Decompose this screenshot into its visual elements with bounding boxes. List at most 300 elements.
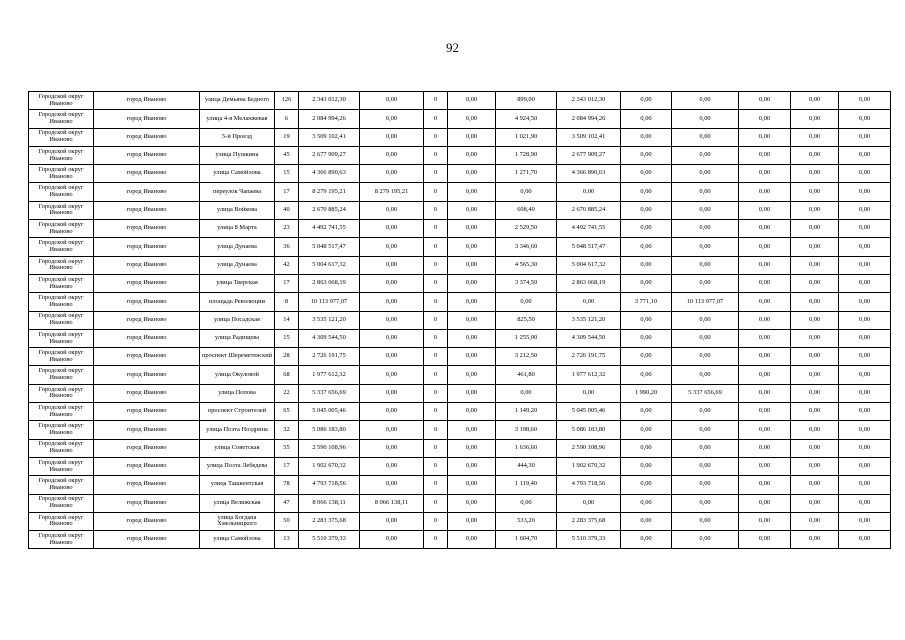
house-number-cell: 55: [275, 439, 299, 457]
house-number-cell: 22: [275, 384, 299, 402]
cost-col-10-cell: 0,00: [557, 293, 621, 311]
street-cell: улица Дунаева: [200, 238, 275, 256]
value-col-15-cell: 0,00: [839, 293, 891, 311]
house-number-cell: 36: [275, 238, 299, 256]
cost-col-6-cell: 8 279 195,21: [360, 183, 424, 201]
value-col-15-cell: 0,00: [839, 311, 891, 329]
cost-col-8-cell: 0,00: [448, 512, 496, 530]
municipality-cell: Городской округ Иваново: [29, 165, 94, 183]
cost-col-8-cell: 0,00: [448, 366, 496, 384]
street-cell: улица Посадская: [200, 311, 275, 329]
count-col-7-cell: 0: [424, 128, 448, 146]
cost-col-10-cell: 5 086 183,80: [557, 421, 621, 439]
area-col-9-cell: 1 021,90: [496, 128, 557, 146]
cost-col-6-cell: 8 066 138,11: [360, 494, 424, 512]
value-col-15-cell: 0,00: [839, 512, 891, 530]
street-cell: улица Поэта Лебедева: [200, 457, 275, 475]
value-col-14-cell: 0,00: [791, 201, 839, 219]
value-col-13-cell: 0,00: [739, 348, 791, 366]
table-row: [29, 183, 891, 201]
value-col-13-cell: 0,00: [739, 329, 791, 347]
cost-col-12-cell: 0,00: [672, 457, 739, 475]
table-row: [29, 238, 891, 256]
cost-col-12-cell: 0,00: [672, 183, 739, 201]
municipality-cell: Городской округ Иваново: [29, 201, 94, 219]
total-cost-cell: 5 045 005,46: [299, 403, 360, 421]
cost-col-10-cell: 2 343 012,30: [557, 92, 621, 110]
settlement-cell: город Иваново: [94, 384, 200, 402]
value-col-14-cell: 0,00: [791, 366, 839, 384]
cost-col-6-cell: 0,00: [360, 348, 424, 366]
area-col-11-cell: 0,00: [621, 403, 672, 421]
cost-col-8-cell: 0,00: [448, 146, 496, 164]
settlement-cell: город Иваново: [94, 494, 200, 512]
municipality-cell: Городской округ Иваново: [29, 293, 94, 311]
cost-col-12-cell: 0,00: [672, 329, 739, 347]
cost-col-8-cell: 0,00: [448, 457, 496, 475]
table-row: [29, 329, 891, 347]
cost-col-8-cell: 0,00: [448, 421, 496, 439]
area-col-9-cell: 1 271,70: [496, 165, 557, 183]
count-col-7-cell: 0: [424, 183, 448, 201]
cost-col-6-cell: 0,00: [360, 92, 424, 110]
value-col-14-cell: 0,00: [791, 457, 839, 475]
value-col-13-cell: 0,00: [739, 146, 791, 164]
street-cell: 5-й Проезд: [200, 128, 275, 146]
house-number-cell: 28: [275, 348, 299, 366]
count-col-7-cell: 0: [424, 403, 448, 421]
value-col-15-cell: 0,00: [839, 274, 891, 292]
value-col-14-cell: 0,00: [791, 476, 839, 494]
cost-col-10-cell: 2 670 885,24: [557, 201, 621, 219]
value-col-13-cell: 0,00: [739, 421, 791, 439]
area-col-11-cell: 0,00: [621, 457, 672, 475]
value-col-14-cell: 0,00: [791, 128, 839, 146]
area-col-11-cell: 0,00: [621, 531, 672, 549]
house-number-cell: 13: [275, 531, 299, 549]
value-col-14-cell: 0,00: [791, 146, 839, 164]
value-col-13-cell: 0,00: [739, 128, 791, 146]
cost-col-10-cell: 1 902 670,32: [557, 457, 621, 475]
total-cost-cell: 5 337 656,69: [299, 384, 360, 402]
area-col-11-cell: 0,00: [621, 110, 672, 128]
cost-col-12-cell: 0,00: [672, 348, 739, 366]
area-col-9-cell: 4 924,50: [496, 110, 557, 128]
cost-col-8-cell: 0,00: [448, 476, 496, 494]
house-number-cell: 8: [275, 293, 299, 311]
table-row: [29, 421, 891, 439]
count-col-7-cell: 0: [424, 92, 448, 110]
settlement-cell: город Иваново: [94, 220, 200, 238]
area-col-11-cell: 0,00: [621, 439, 672, 457]
area-col-9-cell: 4 565,30: [496, 256, 557, 274]
area-col-11-cell: 0,00: [621, 146, 672, 164]
municipality-cell: Городской округ Иваново: [29, 384, 94, 402]
cost-col-10-cell: 0,00: [557, 494, 621, 512]
cost-col-8-cell: 0,00: [448, 293, 496, 311]
value-col-14-cell: 0,00: [791, 220, 839, 238]
cost-col-12-cell: 5 337 656,69: [672, 384, 739, 402]
count-col-7-cell: 0: [424, 366, 448, 384]
count-col-7-cell: 0: [424, 512, 448, 530]
count-col-7-cell: 0: [424, 348, 448, 366]
municipality-cell: Городской округ Иваново: [29, 311, 94, 329]
value-col-15-cell: 0,00: [839, 384, 891, 402]
count-col-7-cell: 0: [424, 256, 448, 274]
cost-col-8-cell: 0,00: [448, 256, 496, 274]
street-cell: улица Советская: [200, 439, 275, 457]
count-col-7-cell: 0: [424, 457, 448, 475]
settlement-cell: город Иваново: [94, 146, 200, 164]
value-col-13-cell: 0,00: [739, 110, 791, 128]
settlement-cell: город Иваново: [94, 201, 200, 219]
street-cell: улица Ташкентская: [200, 476, 275, 494]
cost-col-6-cell: 0,00: [360, 146, 424, 164]
area-col-11-cell: 0,00: [621, 348, 672, 366]
street-cell: улица Пушкина: [200, 146, 275, 164]
house-number-cell: 78: [275, 476, 299, 494]
total-cost-cell: 2 590 108,96: [299, 439, 360, 457]
value-col-13-cell: 0,00: [739, 92, 791, 110]
total-cost-cell: 4 366 890,63: [299, 165, 360, 183]
table-row: [29, 165, 891, 183]
cost-col-10-cell: 2 283 375,68: [557, 512, 621, 530]
cost-col-10-cell: 4 492 741,55: [557, 220, 621, 238]
value-col-15-cell: 0,00: [839, 329, 891, 347]
cost-col-6-cell: 0,00: [360, 165, 424, 183]
total-cost-cell: 8 279 195,21: [299, 183, 360, 201]
cost-col-12-cell: 0,00: [672, 274, 739, 292]
settlement-cell: город Иваново: [94, 165, 200, 183]
cost-col-8-cell: 0,00: [448, 348, 496, 366]
cost-col-12-cell: 0,00: [672, 256, 739, 274]
house-number-cell: 14: [275, 311, 299, 329]
cost-col-6-cell: 0,00: [360, 366, 424, 384]
value-col-13-cell: 0,00: [739, 274, 791, 292]
cost-col-10-cell: 2 726 191,75: [557, 348, 621, 366]
cost-col-12-cell: 0,00: [672, 220, 739, 238]
cost-col-12-cell: 0,00: [672, 403, 739, 421]
cost-col-8-cell: 0,00: [448, 238, 496, 256]
street-cell: улица Богдана Хмельницкого: [200, 512, 275, 530]
settlement-cell: город Иваново: [94, 348, 200, 366]
value-col-13-cell: 0,00: [739, 531, 791, 549]
municipality-cell: Городской округ Иваново: [29, 274, 94, 292]
house-number-cell: 17: [275, 274, 299, 292]
cost-col-6-cell: 0,00: [360, 439, 424, 457]
count-col-7-cell: 0: [424, 238, 448, 256]
settlement-cell: город Иваново: [94, 439, 200, 457]
total-cost-cell: 2 726 191,75: [299, 348, 360, 366]
settlement-cell: город Иваново: [94, 329, 200, 347]
value-col-15-cell: 0,00: [839, 92, 891, 110]
total-cost-cell: 4 492 741,55: [299, 220, 360, 238]
cost-col-6-cell: 0,00: [360, 476, 424, 494]
municipality-cell: Городской округ Иваново: [29, 183, 94, 201]
cost-col-6-cell: 0,00: [360, 512, 424, 530]
street-cell: улица Радищева: [200, 329, 275, 347]
value-col-15-cell: 0,00: [839, 439, 891, 457]
total-cost-cell: 2 670 885,24: [299, 201, 360, 219]
total-cost-cell: 5 048 517,47: [299, 238, 360, 256]
area-col-9-cell: 3 212,50: [496, 348, 557, 366]
house-number-cell: 15: [275, 165, 299, 183]
cost-col-10-cell: 4 366 890,63: [557, 165, 621, 183]
municipality-cell: Городской округ Иваново: [29, 110, 94, 128]
area-col-11-cell: 0,00: [621, 494, 672, 512]
value-col-14-cell: 0,00: [791, 512, 839, 530]
value-col-14-cell: 0,00: [791, 494, 839, 512]
value-col-13-cell: 0,00: [739, 384, 791, 402]
cost-col-10-cell: 4 309 544,50: [557, 329, 621, 347]
house-number-cell: 40: [275, 201, 299, 219]
value-col-13-cell: 0,00: [739, 238, 791, 256]
street-cell: площадь Революции: [200, 293, 275, 311]
area-col-9-cell: 899,00: [496, 92, 557, 110]
cost-col-8-cell: 0,00: [448, 329, 496, 347]
cost-col-10-cell: 5 048 517,47: [557, 238, 621, 256]
cost-col-6-cell: 0,00: [360, 457, 424, 475]
street-cell: улица Самойлова: [200, 165, 275, 183]
house-number-cell: 126: [275, 92, 299, 110]
area-col-11-cell: 0,00: [621, 421, 672, 439]
total-cost-cell: 4 309 544,50: [299, 329, 360, 347]
area-col-11-cell: 0,00: [621, 311, 672, 329]
value-col-14-cell: 0,00: [791, 165, 839, 183]
cost-col-10-cell: 3 535 121,20: [557, 311, 621, 329]
area-col-9-cell: 3 198,60: [496, 421, 557, 439]
area-col-9-cell: 1 119,40: [496, 476, 557, 494]
cost-col-12-cell: 0,00: [672, 311, 739, 329]
value-col-15-cell: 0,00: [839, 201, 891, 219]
street-cell: улица Велижская: [200, 494, 275, 512]
value-col-15-cell: 0,00: [839, 128, 891, 146]
street-cell: улица 4-я Меланжевая: [200, 110, 275, 128]
total-cost-cell: 8 066 138,11: [299, 494, 360, 512]
value-col-15-cell: 0,00: [839, 494, 891, 512]
value-col-14-cell: 0,00: [791, 384, 839, 402]
street-cell: улица Тверская: [200, 274, 275, 292]
municipality-cell: Городской округ Иваново: [29, 348, 94, 366]
value-col-13-cell: 0,00: [739, 256, 791, 274]
cost-col-12-cell: 0,00: [672, 476, 739, 494]
total-cost-cell: 1 977 612,32: [299, 366, 360, 384]
value-col-13-cell: 0,00: [739, 403, 791, 421]
street-cell: улица Дунаева: [200, 256, 275, 274]
value-col-14-cell: 0,00: [791, 403, 839, 421]
value-col-14-cell: 0,00: [791, 110, 839, 128]
table-row: [29, 366, 891, 384]
cost-col-8-cell: 0,00: [448, 165, 496, 183]
municipality-cell: Городской округ Иваново: [29, 439, 94, 457]
cost-col-10-cell: 5 510 379,33: [557, 531, 621, 549]
cost-col-8-cell: 0,00: [448, 311, 496, 329]
value-col-15-cell: 0,00: [839, 183, 891, 201]
area-col-11-cell: 0,00: [621, 201, 672, 219]
cost-col-12-cell: 0,00: [672, 165, 739, 183]
cost-col-12-cell: 0,00: [672, 494, 739, 512]
table-row: [29, 531, 891, 549]
street-cell: улица Самойлова: [200, 531, 275, 549]
settlement-cell: город Иваново: [94, 311, 200, 329]
total-cost-cell: 2 863 668,19: [299, 274, 360, 292]
total-cost-cell: 10 113 977,07: [299, 293, 360, 311]
cost-col-8-cell: 0,00: [448, 92, 496, 110]
settlement-cell: город Иваново: [94, 512, 200, 530]
cost-col-12-cell: 0,00: [672, 146, 739, 164]
cost-col-8-cell: 0,00: [448, 274, 496, 292]
area-col-11-cell: 0,00: [621, 366, 672, 384]
cost-col-12-cell: 0,00: [672, 531, 739, 549]
cost-col-10-cell: 2 863 668,19: [557, 274, 621, 292]
count-col-7-cell: 0: [424, 311, 448, 329]
municipality-cell: Городской округ Иваново: [29, 531, 94, 549]
street-cell: проспект Шереметевский: [200, 348, 275, 366]
street-cell: переулок Чапаева: [200, 183, 275, 201]
settlement-cell: город Иваново: [94, 238, 200, 256]
area-col-11-cell: 0,00: [621, 92, 672, 110]
house-number-cell: 17: [275, 457, 299, 475]
house-number-cell: 42: [275, 256, 299, 274]
table-row: [29, 512, 891, 530]
value-col-14-cell: 0,00: [791, 256, 839, 274]
count-col-7-cell: 0: [424, 274, 448, 292]
municipality-cell: Городской округ Иваново: [29, 512, 94, 530]
settlement-cell: город Иваново: [94, 92, 200, 110]
house-number-cell: 47: [275, 494, 299, 512]
area-col-11-cell: 3 771,10: [621, 293, 672, 311]
cost-col-6-cell: 0,00: [360, 293, 424, 311]
value-col-15-cell: 0,00: [839, 238, 891, 256]
house-number-cell: 68: [275, 366, 299, 384]
total-cost-cell: 2 084 994,26: [299, 110, 360, 128]
total-cost-cell: 2 283 375,68: [299, 512, 360, 530]
value-col-15-cell: 0,00: [839, 366, 891, 384]
settlement-cell: город Иваново: [94, 403, 200, 421]
cost-col-8-cell: 0,00: [448, 494, 496, 512]
value-col-14-cell: 0,00: [791, 421, 839, 439]
cost-col-8-cell: 0,00: [448, 183, 496, 201]
settlement-cell: город Иваново: [94, 110, 200, 128]
area-col-9-cell: 0,00: [496, 183, 557, 201]
street-cell: улица Окуловой: [200, 366, 275, 384]
value-col-13-cell: 0,00: [739, 293, 791, 311]
house-number-cell: 6: [275, 110, 299, 128]
cost-col-10-cell: 5 045 005,46: [557, 403, 621, 421]
cost-col-8-cell: 0,00: [448, 439, 496, 457]
cost-col-10-cell: 1 977 612,32: [557, 366, 621, 384]
cost-col-10-cell: 4 793 718,56: [557, 476, 621, 494]
settlement-cell: город Иваново: [94, 128, 200, 146]
area-col-11-cell: 0,00: [621, 220, 672, 238]
value-col-13-cell: 0,00: [739, 457, 791, 475]
area-col-9-cell: 444,30: [496, 457, 557, 475]
table-row: [29, 384, 891, 402]
cost-col-6-cell: 0,00: [360, 201, 424, 219]
area-col-11-cell: 0,00: [621, 256, 672, 274]
value-col-13-cell: 0,00: [739, 494, 791, 512]
table-row: [29, 403, 891, 421]
cost-col-12-cell: 0,00: [672, 201, 739, 219]
cost-col-8-cell: 0,00: [448, 384, 496, 402]
cost-col-12-cell: 0,00: [672, 110, 739, 128]
area-col-9-cell: 461,80: [496, 366, 557, 384]
table-row: [29, 92, 891, 110]
area-col-11-cell: 0,00: [621, 329, 672, 347]
page-number: 92: [446, 40, 459, 55]
cost-col-8-cell: 0,00: [448, 128, 496, 146]
house-number-cell: 45: [275, 146, 299, 164]
area-col-11-cell: 0,00: [621, 128, 672, 146]
value-col-15-cell: 0,00: [839, 531, 891, 549]
area-col-9-cell: 2 529,50: [496, 220, 557, 238]
cost-col-8-cell: 0,00: [448, 220, 496, 238]
settlement-cell: город Иваново: [94, 457, 200, 475]
municipality-cell: Городской округ Иваново: [29, 403, 94, 421]
cost-col-6-cell: 0,00: [360, 274, 424, 292]
value-col-14-cell: 0,00: [791, 311, 839, 329]
cost-col-6-cell: 0,00: [360, 403, 424, 421]
municipality-cell: Городской округ Иваново: [29, 92, 94, 110]
total-cost-cell: 5 510 379,33: [299, 531, 360, 549]
area-col-9-cell: 0,00: [496, 494, 557, 512]
cost-col-10-cell: 5 004 617,32: [557, 256, 621, 274]
value-col-14-cell: 0,00: [791, 92, 839, 110]
value-col-15-cell: 0,00: [839, 146, 891, 164]
table-row: [29, 348, 891, 366]
settlement-cell: город Иваново: [94, 256, 200, 274]
value-col-13-cell: 0,00: [739, 165, 791, 183]
cost-col-12-cell: 0,00: [672, 238, 739, 256]
street-cell: улица Поэта Ноздрина: [200, 421, 275, 439]
cost-col-12-cell: 0,00: [672, 128, 739, 146]
area-col-9-cell: 0,00: [496, 384, 557, 402]
value-col-13-cell: 0,00: [739, 512, 791, 530]
settlement-cell: город Иваново: [94, 366, 200, 384]
count-col-7-cell: 0: [424, 494, 448, 512]
municipality-cell: Городской округ Иваново: [29, 256, 94, 274]
cost-col-6-cell: 0,00: [360, 531, 424, 549]
settlement-cell: город Иваново: [94, 274, 200, 292]
area-col-9-cell: 608,40: [496, 201, 557, 219]
cost-col-6-cell: 0,00: [360, 384, 424, 402]
cost-col-12-cell: 0,00: [672, 439, 739, 457]
house-number-cell: 19: [275, 128, 299, 146]
municipality-cell: Городской округ Иваново: [29, 128, 94, 146]
value-col-13-cell: 0,00: [739, 366, 791, 384]
street-cell: улица Войкова: [200, 201, 275, 219]
cost-col-6-cell: 0,00: [360, 220, 424, 238]
cost-col-6-cell: 0,00: [360, 421, 424, 439]
value-col-15-cell: 0,00: [839, 421, 891, 439]
cost-col-12-cell: 0,00: [672, 92, 739, 110]
municipality-cell: Городской округ Иваново: [29, 366, 94, 384]
table-row: [29, 110, 891, 128]
municipality-cell: Городской округ Иваново: [29, 494, 94, 512]
total-cost-cell: 2 677 909,27: [299, 146, 360, 164]
table-row: [29, 220, 891, 238]
value-col-13-cell: 0,00: [739, 201, 791, 219]
value-col-13-cell: 0,00: [739, 220, 791, 238]
area-col-9-cell: 0,00: [496, 293, 557, 311]
settlement-cell: город Иваново: [94, 476, 200, 494]
address-repair-table: [28, 91, 891, 549]
street-cell: улица Попова: [200, 384, 275, 402]
value-col-13-cell: 0,00: [739, 476, 791, 494]
cost-col-6-cell: 0,00: [360, 311, 424, 329]
total-cost-cell: 4 793 718,56: [299, 476, 360, 494]
count-col-7-cell: 0: [424, 329, 448, 347]
